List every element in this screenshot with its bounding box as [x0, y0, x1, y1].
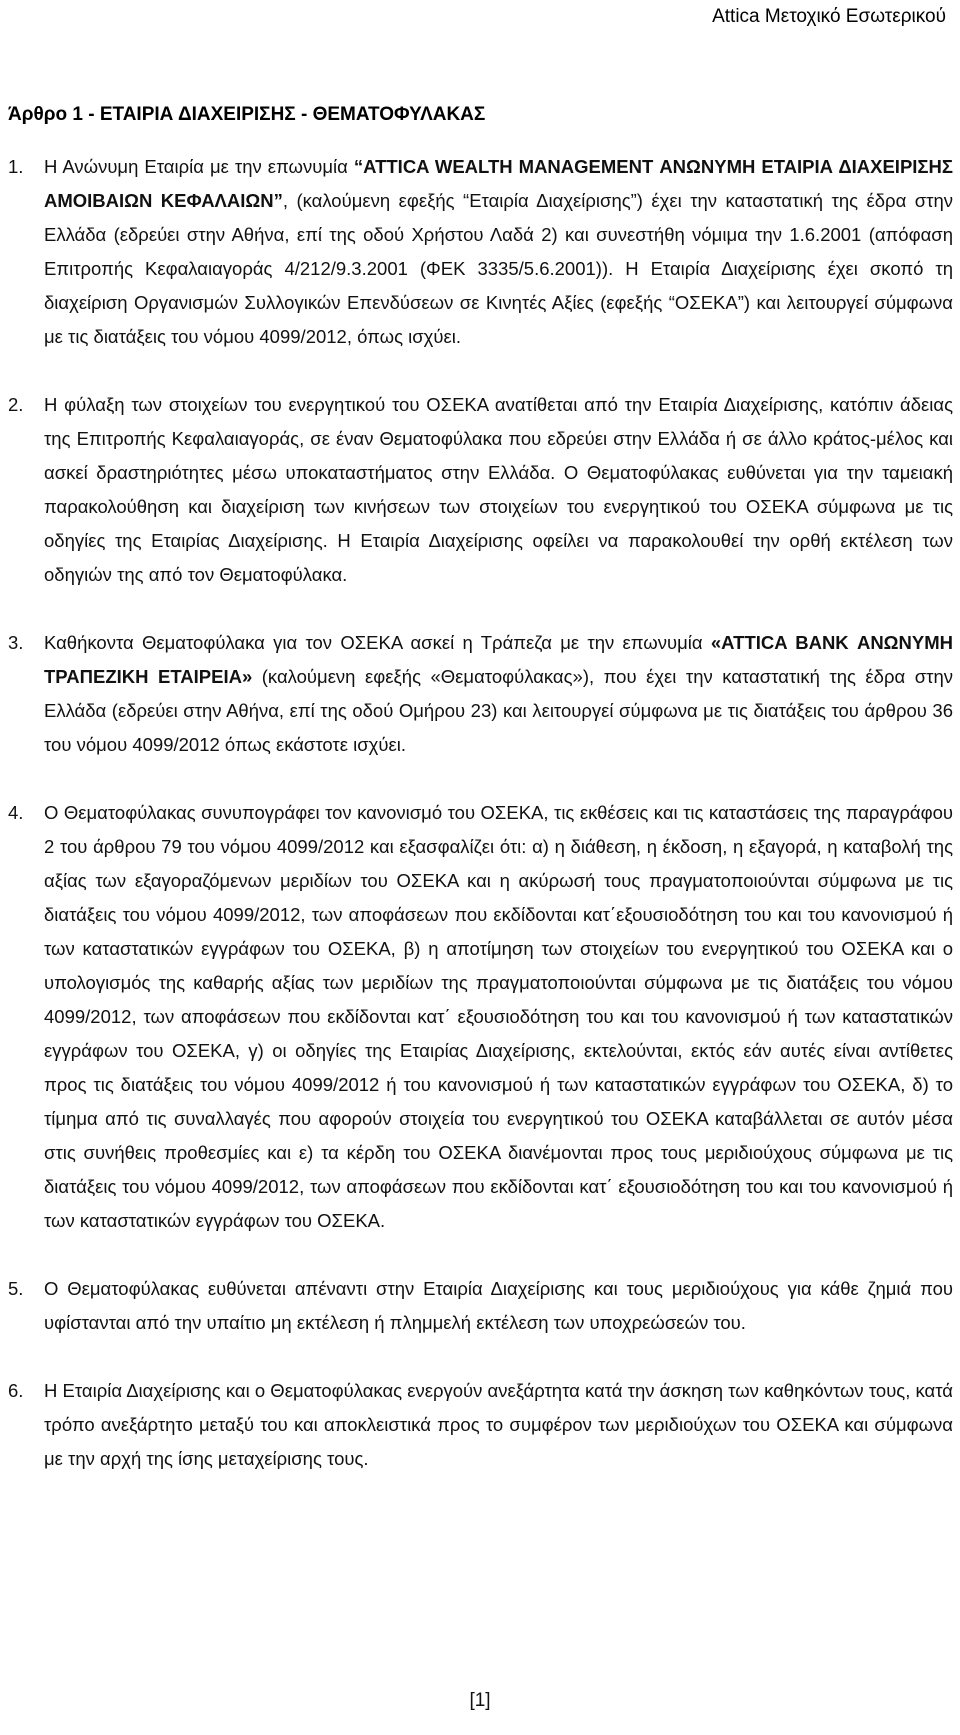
- paragraph-3: [8, 626, 953, 762]
- paragraph-2: [8, 388, 953, 592]
- paragraph-number: 4.: [8, 802, 24, 823]
- paragraph-number: 2.: [8, 394, 24, 415]
- paragraph-number: 5.: [8, 1278, 24, 1299]
- paragraph-1: [8, 150, 953, 354]
- paragraph-6: [8, 1374, 953, 1476]
- paragraph-text: Η φύλαξη των στοιχείων του ενεργητικού του ΟΣΕΚΑ ανατίθεται από την Εταιρία Διαχείρισης, κατόπιν άδειας της Επιτροπής Κεφαλαιαγοράς, σε έναν Θεματοφύλακα που εδρεύει στην Ελλάδα ή σε άλλο κράτος-μέλος και ασκεί δραστηριότητες μέσω υποκαταστήματος στην Ελλάδα. Ο Θεματοφύλακας ευθύνεται για την ταμειακή παρακολούθηση και διαχείριση των κινήσεων των στοιχείων του ενεργητικού του ΟΣΕΚΑ σύμφωνα με τις οδηγίες της Εταιρίας Διαχείρισης. Η Εταιρία Διαχείρισης οφείλει να παρακολουθεί την ορθή εκτέλεση των οδηγιών της από τον Θεματοφύλακα.: [44, 394, 953, 585]
- paragraph-number: 6.: [8, 1380, 24, 1401]
- paragraph-text: [44, 150, 953, 354]
- page-number: [1]: [469, 1690, 491, 1711]
- paragraph-text: Η Εταιρία Διαχείρισης και ο Θεματοφύλακας ενεργούν ανεξάρτητα κατά την άσκηση των καθηκόντων τους, κατά τρόπο ανεξάρτητο μεταξύ του και αποκλειστικά προς το συμφέρον των μεριδιούχων του ΟΣΕΚΑ και σύμφωνα με την αρχή της ίσης μεταχείρισης τους.: [44, 1380, 953, 1469]
- bank-name-bold: «ATTICA BANK ΑΝΩΝΥΜΗ ΤΡΑΠΕΖΙΚΗ ΕΤΑΙΡΕΙΑ»: [44, 632, 953, 687]
- paragraph-number: 1.: [8, 156, 24, 177]
- paragraph-number: 3.: [8, 632, 24, 653]
- paragraph-text-part: , (καλούμενη εφεξής “Εταιρία Διαχείρισης”) έχει την καταστατική της έδρα στην Ελλάδα (εδρεύει στην Αθήνα, επί της οδού Χρήστου Λαδά 2) και συνεστήθη νόμιμα την 1.6.2001 (απόφαση Επιτροπής Κεφαλαιαγοράς 4/212/9.3.2001 (ΦΕΚ 3335/5.6.2001)). Η Εταιρία Διαχείρισης έχει σκοπό τη διαχείριση Οργανισμών Συλλογικών Επενδύσεων σε Κινητές Αξίες (εφεξής “ΟΣΕΚΑ”) και λειτουργεί σύμφωνα με τις διατάξεις του νόμου 4099/2012, όπως ισχύει.: [44, 190, 953, 347]
- article-body: [8, 150, 953, 1510]
- article-title: Άρθρο 1 - ΕΤΑΙΡΙΑ ΔΙΑΧΕΙΡΙΣΗΣ - ΘΕΜΑΤΟΦΥΛΑΚΑΣ: [8, 104, 486, 125]
- company-name-bold: “ATTICA WEALTH MANAGEMENT ΑΝΩΝΥΜΗ ΕΤΑΙΡΙΑ ΔΙΑΧΕΙΡΙΣΗΣ ΑΜΟΙΒΑΙΩΝ ΚΕΦΑΛΑΙΩΝ”: [44, 156, 953, 211]
- paragraph-text: Ο Θεματοφύλακας συνυπογράφει τον κανονισμό του ΟΣΕΚΑ, τις εκθέσεις και τις καταστάσεις της παραγράφου 2 του άρθρου 79 του νόμου 4099/2012 και εξασφαλίζει ότι: α) η διάθεση, η έκδοση, η εξαγορά, η καταβολή της αξίας των εξαγοραζόμενων μεριδίων του ΟΣΕΚΑ και η ακύρωσή τους πραγματοποιούνται σύμφωνα με τις διατάξεις του νόμου 4099/2012, των αποφάσεων που εκδίδονται κατ΄εξουσιοδότηση του και του κανονισμού ή των καταστατικών εγγράφων του ΟΣΕΚΑ, β) η αποτίμηση των στοιχείων του ενεργητικού του ΟΣΕΚΑ και ο υπολογισμός της καθαρής αξίας των μεριδίων της πραγματοποιούνται σύμφωνα με τις διατάξεις του νόμου 4099/2012, των αποφάσεων που εκδίδονται κατ΄ εξουσιοδότηση του και του κανονισμού ή των καταστατικών εγγράφων του ΟΣΕΚΑ, γ) οι οδηγίες της Εταιρίας Διαχείρισης, εκτελούνται, εκτός εάν αυτές είναι αντίθετες προς τις διατάξεις του νόμου 4099/2012 ή του κανονισμού ή των καταστατικών εγγράφων του ΟΣΕΚΑ, δ) το τίμημα από τις συναλλαγές που αφορούν στοιχεία του ενεργητικού του ΟΣΕΚΑ καταβάλλεται σε αυτόν μέσα στις συνήθεις προθεσμίες και ε) τα κέρδη του ΟΣΕΚΑ διανέμονται προς τους μεριδιούχους σύμφωνα με τις διατάξεις του νόμου 4099/2012, των αποφάσεων που εκδίδονται κατ΄ εξουσιοδότηση του και του κανονισμού ή των καταστατικών εγγράφων του ΟΣΕΚΑ.: [44, 802, 953, 1231]
- paragraph-text-part: Καθήκοντα Θεματοφύλακα για τον ΟΣΕΚΑ ασκεί η Τράπεζα με την επωνυμία: [44, 632, 711, 653]
- paragraph-text-part: (καλούμενη εφεξής «Θεματοφύλακας»), που έχει την καταστατική της έδρα στην Ελλάδα (εδρεύει στην Αθήνα, επί της οδού Ομήρου 23) και λειτουργεί σύμφωνα με τις διατάξεις του άρθρου 36 του νόμου 4099/2012 όπως εκάστοτε ισχύει.: [44, 666, 953, 755]
- paragraph-5: [8, 1272, 953, 1340]
- paragraph-text: Ο Θεματοφύλακας ευθύνεται απέναντι στην Εταιρία Διαχείρισης και τους μεριδιούχους για κάθε ζημιά που υφίστανται από την υπαίτιο μη εκτέλεση ή πλημμελή εκτέλεση των υποχρεώσεών του.: [44, 1278, 953, 1333]
- paragraph-4: [8, 796, 953, 1238]
- page-header: Attica Μετοχικό Εσωτερικού: [712, 6, 946, 27]
- paragraph-text: [44, 626, 953, 762]
- paragraph-text-part: Η Ανώνυμη Εταιρία με την επωνυμία: [44, 156, 354, 177]
